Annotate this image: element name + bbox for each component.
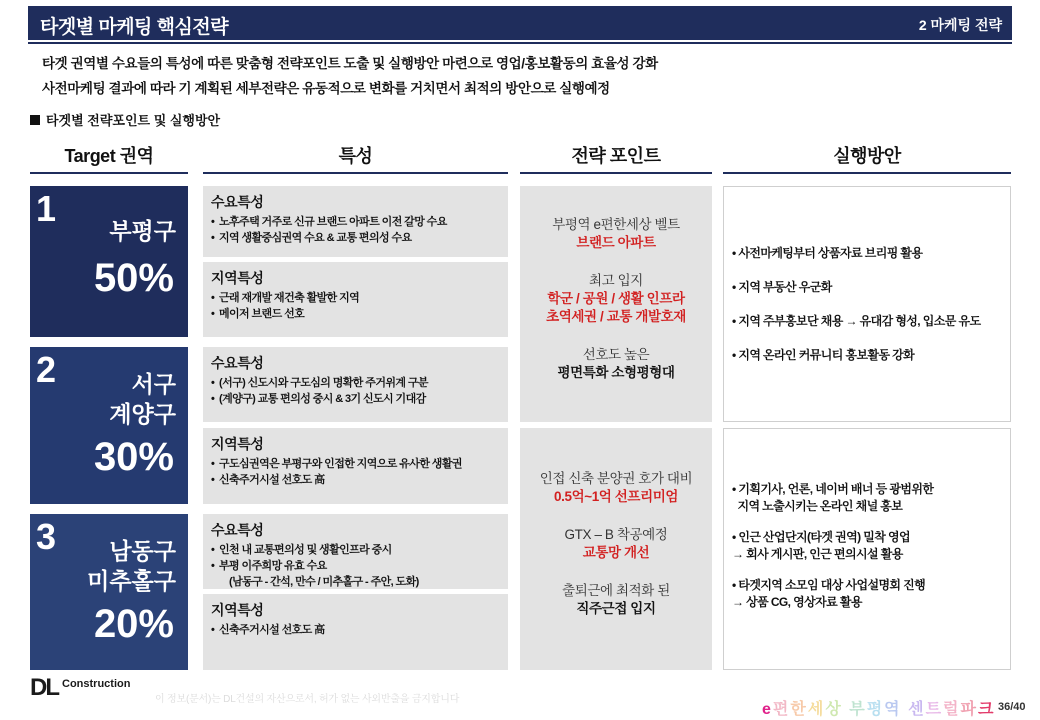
logo-text: Construction (62, 678, 131, 690)
feature-box (203, 347, 508, 422)
column-header-label: 특성 (338, 146, 373, 166)
strategy-highlight: 초역세권 / 교통 개발호재 (546, 309, 686, 324)
section-label: 2 마케팅 전략 (918, 17, 1002, 33)
region-card-bupyeong (30, 186, 188, 337)
execution-box (723, 428, 1011, 670)
feature-heading: 수요특성 (211, 194, 264, 210)
strategy-text: 최고 입지 (589, 273, 643, 288)
feature-box (203, 262, 508, 337)
sub-heading-text: 타겟별 전략포인트 및 실행방안 (46, 113, 221, 128)
brand-char: 파 (960, 701, 978, 718)
region-share: 50% (93, 256, 174, 300)
execution-item: • 지역 부동산 우군화 (732, 280, 832, 294)
region-name: 남동구 (109, 538, 176, 564)
sub-heading (30, 110, 220, 129)
column-underline (30, 172, 188, 174)
strategy-highlight: 교통망 개선 (582, 545, 650, 560)
strategy-text: GTX – B 착공예정 (564, 527, 668, 542)
strategy-box (520, 186, 712, 422)
strategy-text: 선호도 높은 (582, 347, 650, 362)
execution-item: • 지역 온라인 커뮤니티 홍보활동 강화 (732, 348, 915, 362)
feature-item: • (계양구) 교통 편의성 중시 & 3기 신도시 기대감 (211, 391, 500, 407)
feature-heading: 지역특성 (211, 602, 264, 618)
execution-item-text: 지역 부동산 우군화 (738, 280, 832, 294)
execution-item-text: 지역 주부홍보단 채용 → 유대감 형성, 입소문 유도 (738, 314, 981, 328)
feature-heading: 수요특성 (211, 355, 264, 371)
region-share: 30% (93, 435, 174, 479)
feature-box (203, 514, 508, 589)
region-number: 3 (36, 516, 57, 557)
feature-item: • (서구) 신도시와 구도심의 명확한 주거위계 구분 (211, 375, 500, 391)
execution-item-text: 지역 노출시키는 온라인 채널 홍보 (732, 499, 903, 513)
feature-item: • 노후주택 거주로 신규 브랜드 아파트 이전 갈망 수요 (211, 214, 500, 230)
column-underline (520, 172, 712, 174)
execution-item (732, 577, 1010, 611)
execution-item-text: 지역 온라인 커뮤니티 홍보활동 강화 (738, 348, 915, 362)
feature-heading: 지역특성 (211, 270, 264, 286)
brand-wordmark (762, 696, 995, 719)
column-header-execution (723, 142, 1011, 174)
feature-box (203, 186, 508, 257)
brand-char: 세 (807, 701, 826, 718)
column-underline (203, 172, 508, 174)
region-share: 20% (93, 602, 174, 646)
column-header-label: 전략 포인트 (571, 146, 661, 166)
feature-heading: 수요특성 (211, 522, 264, 538)
strategy-text: 부평역 e편한세상 벨트 (552, 217, 680, 232)
brand-char: 트 (925, 701, 944, 718)
region-name: 계양구 (109, 401, 176, 427)
brand-char: 상 (825, 701, 843, 718)
execution-item-text: • 타겟지역 소모임 대상 사업설명회 진행 (732, 578, 926, 592)
title-divider (28, 42, 1012, 44)
intro-line-1: 타겟 권역별 수요들의 특성에 따른 맞춤형 전략포인트 도출 및 실행방안 마련으로 영업/홍보활동의 효율성 강화 (42, 56, 658, 71)
feature-heading: 지역특성 (211, 436, 264, 452)
execution-box (723, 186, 1011, 422)
strategy-box (520, 428, 712, 670)
brand-char: 센 (908, 701, 926, 718)
execution-item-text: • 인근 산업단지(타겟 권역) 밀착 영업 (732, 530, 910, 544)
execution-item: • 사전마케팅부터 상품자료 브리핑 활용 (732, 246, 923, 260)
title-bar (28, 6, 1012, 40)
strategy-bold: 평면특화 소형평형대 (557, 365, 675, 380)
feature-item: • 부평 이주희망 유효 수요 (211, 558, 500, 574)
strategy-highlight: 브랜드 아파트 (576, 235, 656, 250)
strategy-highlight: 0.5억~1억 선프리미엄 (554, 489, 678, 504)
execution-item (732, 481, 1010, 515)
feature-item: • 메이저 브랜드 선호 (211, 306, 500, 322)
feature-item: • 지역 생활중심권역 수요 & 교통 편의성 수요 (211, 230, 500, 246)
feature-item: • 구도심권역은 부평구와 인접한 지역으로 유사한 생활권 (211, 456, 500, 472)
brand-char: 평 (866, 701, 885, 718)
square-bullet-icon (30, 115, 40, 125)
feature-box (203, 428, 508, 504)
region-number: 1 (36, 188, 57, 229)
column-header-features (203, 142, 508, 174)
column-header-target (30, 142, 188, 174)
execution-item-text: • 기획기사, 언론, 네이버 배너 등 광범위한 (732, 482, 934, 496)
brand-char: 크 (977, 701, 996, 718)
confidential-notice: 이 정보(문서)는 DL건설의 자산으로서, 허가 없는 사외반출을 금지합니다 (155, 694, 460, 705)
region-name: 부평구 (109, 218, 176, 244)
column-underline (723, 172, 1011, 174)
column-header-strategy (520, 142, 712, 174)
column-header-label: 실행방안 (833, 146, 901, 166)
company-logo (30, 676, 130, 700)
region-card-seo-gyeyang (30, 347, 188, 504)
feature-item: • 인천 내 교통편의성 및 생활인프라 중시 (211, 542, 500, 558)
feature-item: • 근래 재개발 재건축 활발한 지역 (211, 290, 500, 306)
execution-item (732, 529, 1010, 563)
execution-item-text: → 회사 게시판, 인근 편의시설 활용 (732, 547, 903, 561)
brand-char: 역 (884, 701, 902, 718)
intro-line-2: 사전마케팅 결과에 따라 기 계획된 세부전략은 유동적으로 변화를 거치면서 최적의 방안으로 실행예정 (42, 81, 610, 96)
feature-item-continuation: (남동구 - 간석, 만수 / 미추홀구 - 주안, 도화) (229, 576, 419, 588)
execution-item-text: → 상품 CG, 영상자료 활용 (732, 595, 862, 609)
page-number: 36/40 (998, 701, 1026, 713)
strategy-text: 인접 신축 분양권 호가 대비 (539, 471, 693, 486)
execution-item: • 지역 주부홍보단 채용 → 유대감 형성, 입소문 유도 (732, 314, 981, 328)
brand-char: 럴 (943, 701, 961, 718)
strategy-highlight: 학군 / 공원 / 생활 인프라 (547, 291, 685, 306)
region-name: 서구 (131, 371, 176, 397)
page-title: 타겟별 마케팅 핵심전략 (40, 17, 229, 38)
column-header-label: Target 권역 (64, 146, 154, 166)
feature-item: • 신축주거시설 선호도 高 (211, 472, 500, 488)
feature-box (203, 594, 508, 670)
region-name: 미추홀구 (87, 568, 176, 594)
strategy-bold: 직주근접 입지 (576, 601, 656, 616)
brand-char: 한 (790, 701, 808, 718)
strategy-text: 출퇴근에 최적화 된 (562, 583, 670, 598)
logo-mark: DL (30, 674, 58, 701)
region-number: 2 (36, 349, 57, 390)
feature-item: • 신축주거시설 선호도 高 (211, 622, 500, 638)
brand-char: 부 (849, 701, 867, 718)
brand-char: e (762, 701, 773, 718)
execution-item-text: 사전마케팅부터 상품자료 브리핑 활용 (738, 246, 923, 260)
brand-char: 편 (772, 701, 791, 718)
region-card-namdong-michuhol (30, 514, 188, 670)
